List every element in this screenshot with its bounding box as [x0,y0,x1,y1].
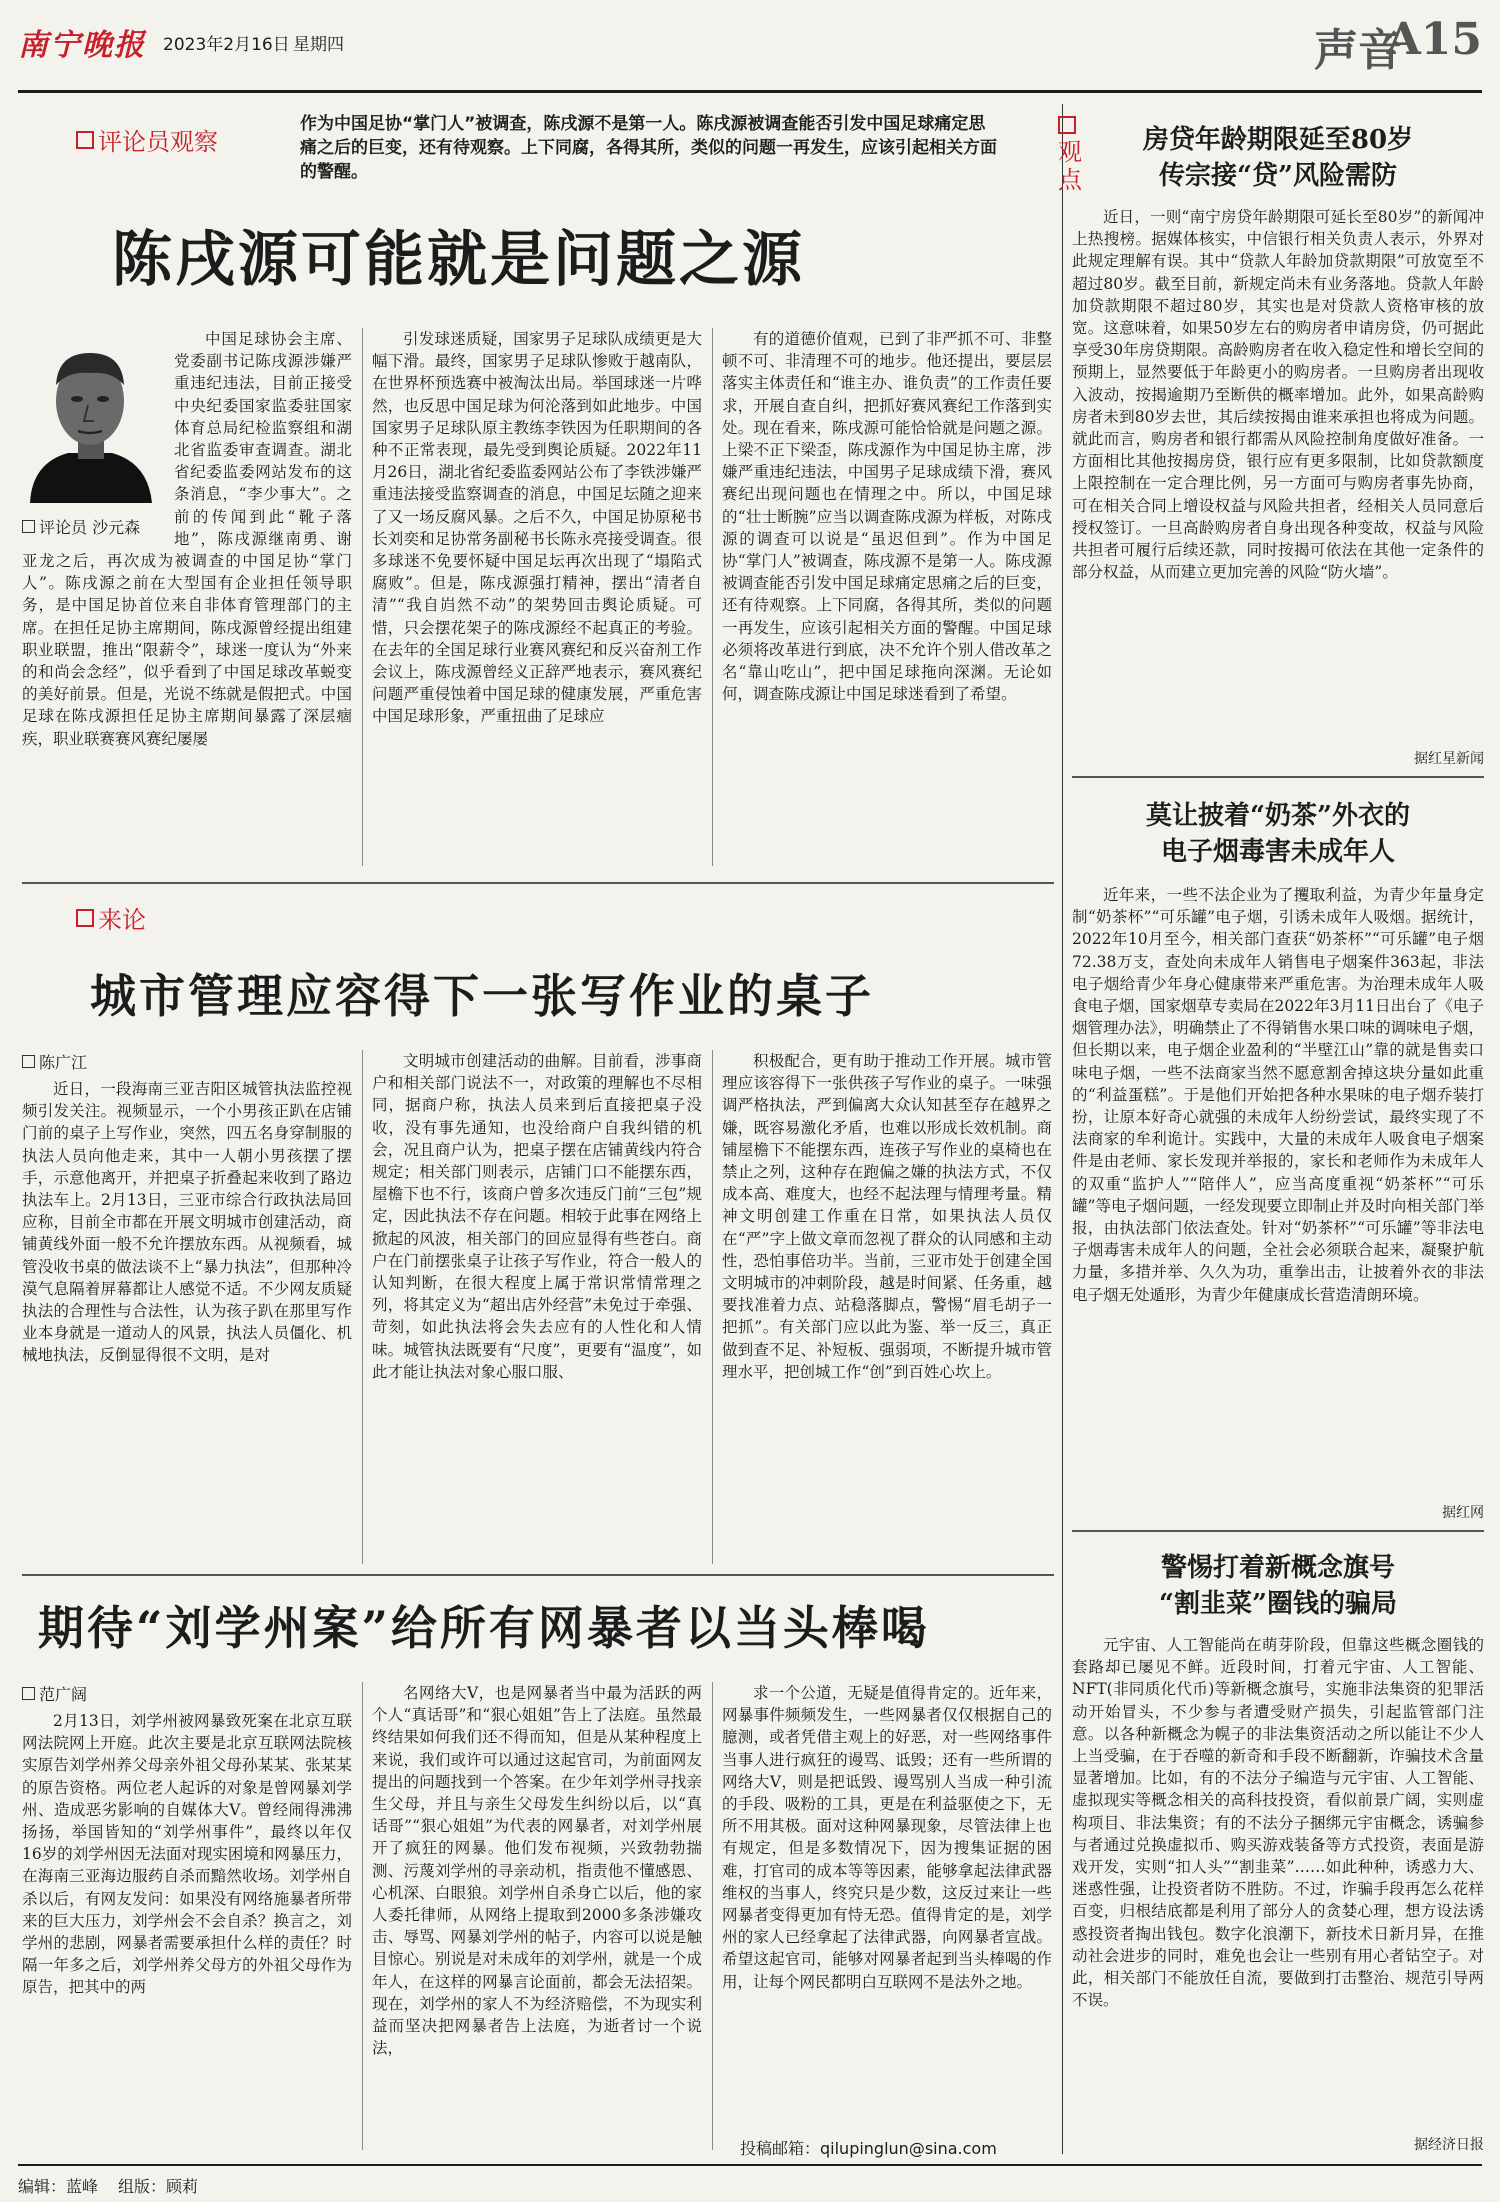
section-name: 声音 [1314,25,1402,76]
tag-box-icon [76,909,94,927]
newspaper-logo: 南宁晚报 [18,28,146,63]
masthead [18,8,1482,93]
byline-box-icon [22,1055,35,1068]
right-article-body: 近日，一则“南宁房贷年龄期限可延长至80岁”的新闻冲上热搜榜。据媒体核实，中信银行相关负责人表示，外界对此规定理解有误。其中“贷款人年龄加贷款期限”可放宽至不超过80岁。截至目前，新规定尚未有业务落地。贷款人年龄加贷款期限不超过80岁，其实也是对贷款人资格审核的放宽。这意味着，如果50岁左右的购房者申请房贷，仍可据此享受30年房贷期限。高龄购房者在收入稳定性和增长空间的预期上，显然要低于年龄更小的购房者。一旦购房者出现收入波动，按揭逾期乃至断供的概率增加。此外，如果高龄购房者未到80岁去世，其后续按揭由谁来承担也将成为问题。就此而言，购房者和银行都需从风险控制角度做好准备。一方面相比其他按揭房贷，银行应有更多限制，比如贷款额度上限控制在一定合理比例，另一方面可与购房者事先协商，可在相关合同上增设权益与风险共担者，经相关人员同意后授权签订。一旦高龄购房者自身出现各种变故，权益与风险共担者可履行后续还款，同时按揭可依法在其他一定条件的部分权益，从而建立更加完善的风险“防火墙”。 [1072,208,1484,582]
section-divider [1072,776,1484,778]
article-source: 据红网 [1442,1505,1484,1521]
third-article-column-1: 2月13日，刘学州被网暴致死案在北京互联网法院网上开庭。此次主要是北京互联网法院核实原告刘学州养父母亲外祖父母孙某某、张某某的原告资格。两位老人起诉的对象是曾网暴刘学州、造成恶劣影响的自媒体大V。曾经闹得沸沸扬扬，举国皆知的“刘学州事件”，最终以年仅16岁的刘学州因无法面对现实困境和网暴压力，在海南三亚海边服药自杀而黯然收场。刘学州自杀以后，有网友发问：如果没有网络施暴者所带来的巨大压力，刘学州会不会自杀？换言之，刘学州的悲剧，网暴者需要承担什么样的责任？时隔一年多之后，刘学州养父母方的外祖父母作为原告，把其中的两 [22,1712,352,1997]
article-source: 据经济日报 [1414,2137,1484,2153]
third-article-column-2: 名网络大V，也是网暴者当中最为活跃的两个人“真话哥”和“狠心姐姐”告上了法庭。虽然最终结果如何我们还不得而知，但是从某种程度上来说，我们或许可以通过这起官司，为前面网友提出的问题找到一个答案。在少年刘学州寻找亲生父母，并且与亲生父母发生纠纷以后，以“真话哥”“狠心姐姐”为代表的网暴者，对刘学州展开了疯狂的网暴。他们发布视频，兴致勃勃揣测、污蔑刘学州的寻亲动机，指责他不懂感恩、心机深、白眼狼。刘学州自杀身亡以后，他的家人委托律师，从网络上提取到2000多条涉嫌攻击、辱骂、网暴刘学州的帖子，内容可以说是触目惊心。别说是对未成年的刘学州，就是一个成年人，在这样的网暴言论面前，都会无法招架。现在，刘学州的家人不为经济赔偿，不为现实利益而坚决把网暴者告上法庭，为逝者讨一个说法， [372,1684,702,2058]
article-source: 据红星新闻 [1414,751,1484,767]
second-article-column-2: 文明城市创建活动的曲解。目前看，涉事商户和相关部门说法不一，对政策的理解也不尽相同，据商户称，执法人员来到后直接把桌子没收，没有事先通知，也没给商户自我纠错的机会，况且商户认为，把桌子摆在店铺黄线内符合规定；相关部门则表示，店铺门口不能摆东西，屋檐下也不行，该商户曾多次违反门前“三包”规定，因此执法不存在问题。相较于此事在网络上掀起的风波，相关部门的回应显得有些苍白。商户在门前摆张桌子让孩子写作业，符合一般人的认知判断，在很大程度上属于常识常情常理之列，将其定义为“超出店外经营”未免过于牵强、苛刻，如此执法将会失去应有的人性化和人情味。城管执法既要有“尺度”，更要有“温度”，如此才能让执法对象心服口服、 [372,1052,702,1381]
page-footer [18,2164,1482,2197]
publication-date: 2023年2月16日 [163,35,290,55]
page-number: A15 [1386,14,1482,65]
tag-box-icon [76,131,94,149]
author-byline: 评论员 沙元森 [22,515,140,538]
right-article-title: 警惕打着新概念旗号 “割韭菜”圈钱的骗局 [1159,1553,1397,1619]
column-tag-viewpoint: 观点 [1058,116,1084,194]
second-article-column-3: 积极配合，更有助于推动工作开展。城市管理应该容得下一张供孩子写作业的桌子。一味强调严格执法，严到偏离大众认知甚至存在越界之嫌，既容易激化矛盾，也难以形成长效机制。商铺屋檐下不能摆东西，连孩子写作业的桌椅也在禁止之列，这种存在跑偏之嫌的执法方式，不仅成本高、难度大，也经不起法理与情理考量。精神文明创建工作重在日常，如果执法人员仅在“严”字上做文章而忽视了群众的认同感和主动性，恐怕事倍功半。当前，三亚市处于创建全国文明城市的冲刺阶段，越是时间紧、任务重，越要找准着力点、站稳落脚点，警惕“眉毛胡子一把抓”。有关部门应以此为鉴、举一反三，真正做到查不足、补短板、强弱项，不断提升城市管理水平，把创城工作“创”到百姓心坎上。 [722,1052,1052,1381]
column-divider [362,1050,363,1564]
main-article-column-2: 引发球迷质疑，国家男子足球队成绩更是大幅下滑。最终，国家男子足球队惨败于越南队，在世界杯预选赛中被淘汰出局。举国球迷一片哗然，也反思中国足球为何沦落到如此地步。中国国家男子足球队原主教练李铁因为任职期间的各种不正常表现，最先受到舆论质疑。2022年11月26日，湖北省纪委监委网站公布了李铁涉嫌严重违法接受监察调查的消息，中国足坛随之迎来了又一场反腐风暴。之后不久，中国足协原秘书长刘奕和足协常务副秘书长陈永亮接受调查。很多球迷不免要怀疑中国足坛再次出现了“塌陷式腐败”。但是，陈戌源强打精神，摆出“清者自清”“我自岿然不动”的架势回击舆论质疑。可惜，只会摆花架子的陈戌源经不起真正的考验。在去年的全国足球行业赛风赛纪和反兴奋剂工作会议上，陈戌源曾经义正辞严地表示，赛风赛纪问题严重侵蚀着中国足球的健康发展，严重危害中国足球形象，严重扭曲了足球应 [372,330,702,726]
column-divider [362,328,363,866]
main-article-column-3: 有的道德价值观，已到了非严抓不可、非整顿不可、非清理不可的地步。他还提出，要层层落实主体责任和“谁主办、谁负责”的工作责任要求，开展自查自纠，把抓好赛风赛纪工作落到实处。现在看来，陈戌源可能恰恰就是问题之源。上梁不正下梁歪，陈戌源作为中国足协主席，涉嫌严重违纪违法，中国男子足球成绩下滑，赛风赛纪出现问题也在情理之中。所以，中国足球的“壮士断腕”应当以调查陈戌源为样板，对陈戌源的调查可以说是“虽迟但到”。作为中国足协“掌门人”被调查，陈戌源不是第一人。陈戌源被调查能否引发中国足球痛定思痛之后的巨变，还有待观察。上下同腐，各得其所，类似的问题一再发生，应该引起相关方面的警醒。中国足球必须将改革进行到底，决不允许个别人借改革之名“靠山吃山”，把中国足球拖向深渊。无论如何，调查陈戌源让中国足球迷看到了希望。 [722,330,1052,704]
article-title: 期待“刘学州案”给所有网暴者以当头棒喝 [38,1601,930,1655]
author-byline: 陈广江 [22,1050,87,1073]
article-title: 陈戌源可能就是问题之源 [112,225,805,295]
third-article-column-3: 求一个公道，无疑是值得肯定的。近年来，网暴事件频频发生，一些网暴者仅仅根据自己的臆测，或者凭借主观上的好恶，对一些网络事件当事人进行疯狂的谩骂、诋毁；还有一些所谓的网络大V，则是把诋毁、谩骂别人当成一种引流的手段、吸粉的工具，更是在利益驱使之下，无所不用其极。面对这种网暴现象，尽管法律上也有规定，但是多数情况下，因为搜集证据的困难，打官司的成本等等因素，能够拿起法律武器维权的当事人，终究只是少数，这反过来让一些网暴者变得更加有恃无恐。值得肯定的是，刘学州的家人已经拿起了法律武器，向网暴者宣战。希望这起官司，能够对网暴者起到当头棒喝的作用，让每个网民都明白互联网不是法外之地。 [722,1684,1052,1991]
column-tag-contribution: 来论 [76,900,146,935]
right-article-title: 莫让披着“奶茶”外衣的 电子烟毒害未成年人 [1146,801,1410,867]
column-divider [712,1682,713,2150]
main-article-column-1: 中国足球协会主席、党委副书记陈戌源涉嫌严重违纪违法，目前正接受中央纪委国家监委驻国家体育总局纪检监察组和湖北省监委审查调查。湖北省纪委监委网站发布的这条消息，“李少事大”。之前的传闻到此“靴子落地”，陈戌源继南勇、谢亚龙之后，再次成为被调查的中国足协“掌门人”。陈戌源之前在大型国有企业担任领导职务，是中国足协首位来自非体育管理部门的主席。在担任足协主席期间，陈戌源曾经提出组建职业联盟，推出“限薪令”，球迷一度认为“外来的和尚会念经”，似乎看到了中国足球改革蜕变的美好前景。但是，光说不练就是假把式。中国足球在陈戌源担任足协主席期间暴露了深层痼疾，职业联赛赛风赛纪屡屡 [22,330,352,748]
right-article-title: 房贷年龄期限延至80岁 传宗接“贷”风险需防 [1142,125,1414,191]
author-byline: 范广阔 [22,1682,87,1705]
column-divider [712,328,713,866]
right-article-body: 元宇宙、人工智能尚在萌芽阶段，但靠这些概念圈钱的套路却已屡见不鲜。近段时间，打着元宇宙、人工智能、NFT(非同质化代币)等新概念旗号，实施非法集资的犯罪活动开始冒头，不少参与者遭受财产损失，引起监管部门注意。以各种新概念为幌子的非法集资活动之所以能让不少人上当受骗，在于吞噬的新奇和手段不断翻新，诈骗技术含量显著增加。比如，有的不法分子编造与元宇宙、人工智能、虚拟现实等概念相关的高科技投资，看似前景广阔，实则虚构项目、非法集资；有的不法分子捆绑元宇宙概念，诱骗参与者通过兑换虚拟币、购买游戏装备等方式投资，表面是游戏开发，实则“扣人头”“割韭菜”……如此种种，诱惑力大、迷惑性强，让投资者防不胜防。不过，诈骗手段再怎么花样百变，归根结底都是利用了部分人的贪婪心理，想方设法诱惑投资者掏出钱包。数字化浪潮下，新技术日新月异，在推动社会进步的同时，难免也会让一些别有用心者钻空子。对此，相关部门不能放任自流，要做到打击整治、规范引导两不误。 [1072,1636,1484,2010]
publication-weekday: 星期四 [293,35,344,55]
section-divider [1072,1530,1484,1532]
submission-email: 投稿邮箱：qilupinglun@sina.com [740,2139,997,2158]
layout-credit: 组版：顾莉 [118,2177,199,2196]
article-title: 城市管理应容得下一张写作业的桌子 [90,969,874,1023]
column-divider [712,1050,713,1564]
right-column-divider [1062,104,1063,2154]
byline-box-icon [22,1687,35,1700]
column-divider [362,1682,363,2150]
right-article-body: 近年来，一些不法企业为了攫取利益，为青少年量身定制“奶茶杯”“可乐罐”电子烟，引诱未成年人吸烟。据统计，2022年10月至今，相关部门查获“奶茶杯”“可乐罐”电子烟72.38万支，查处向未成年人销售电子烟案件363起，非法电子烟给青少年身心健康带来严重危害。为治理未成年人吸食电子烟，国家烟草专卖局在2022年3月11日出台了《电子烟管理办法》，明确禁止了不得销售水果口味的调味电子烟，但长期以来，电子烟企业盈利的“半壁江山”靠的就是售卖口味电子烟，一些不法商家当然不愿意割舍掉这块分量如此重的“利益蛋糕”。于是他们开始把各种水果味的电子烟乔装打扮，让原本好奇心就强的未成年人纷纷尝试，最终实现了不法商家的牟利诡计。实践中，大量的未成年人吸食电子烟案件是由老师、家长发现并举报的，家长和老师作为未成年人的双重“监护人”“陪伴人”，应当高度重视“奶茶杯”“可乐罐”等电子烟问题，一经发现要立即制止并及时向相关部门举报，由执法部门依法查处。针对“奶茶杯”“可乐罐”等非法电子烟毒害未成年人的问题，全社会必须联合起来，凝聚护航力量，多措并举、久久为功，重拳出击，让披着外衣的非法电子烟无处遁形，为青少年健康成长营造清朗环境。 [1072,886,1484,1304]
section-divider [22,882,1054,884]
second-article-column-1: 近日，一段海南三亚吉阳区城管执法监控视频引发关注。视频显示，一个小男孩正趴在店铺门前的桌子上写作业，突然，四五名身穿制服的执法人员向他走来，其中一人朝小男孩摆了摆手，示意他离开，并把桌子折叠起来收到了路边执法车上。2月13日，三亚市综合行政执法局回应称，目前全市都在开展文明城市创建活动，商铺黄线外面一般不允许摆放东西。从视频看，城管没收书桌的做法谈不上“暴力执法”，但那种冷漠气息隔着屏幕都让人感觉不适。不少网友质疑执法的合理性与合法性，认为孩子趴在那里写作业本身就是一道动人的风景，执法人员僵化、机械地执法，反倒显得很不文明，是对 [22,1080,352,1365]
column-tag-commentator: 评论员观察 [76,122,218,157]
section-divider [22,1574,1054,1576]
article-deck: 作为中国足协“掌门人”被调查，陈戌源不是第一人。陈戌源被调查能否引发中国足球痛定思痛之后的巨变，还有待观察。上下同腐，各得其所，类似的问题一再发生，应该引起相关方面的警醒。 [300,114,997,182]
editor-credit: 编辑：蓝峰 [18,2177,99,2196]
